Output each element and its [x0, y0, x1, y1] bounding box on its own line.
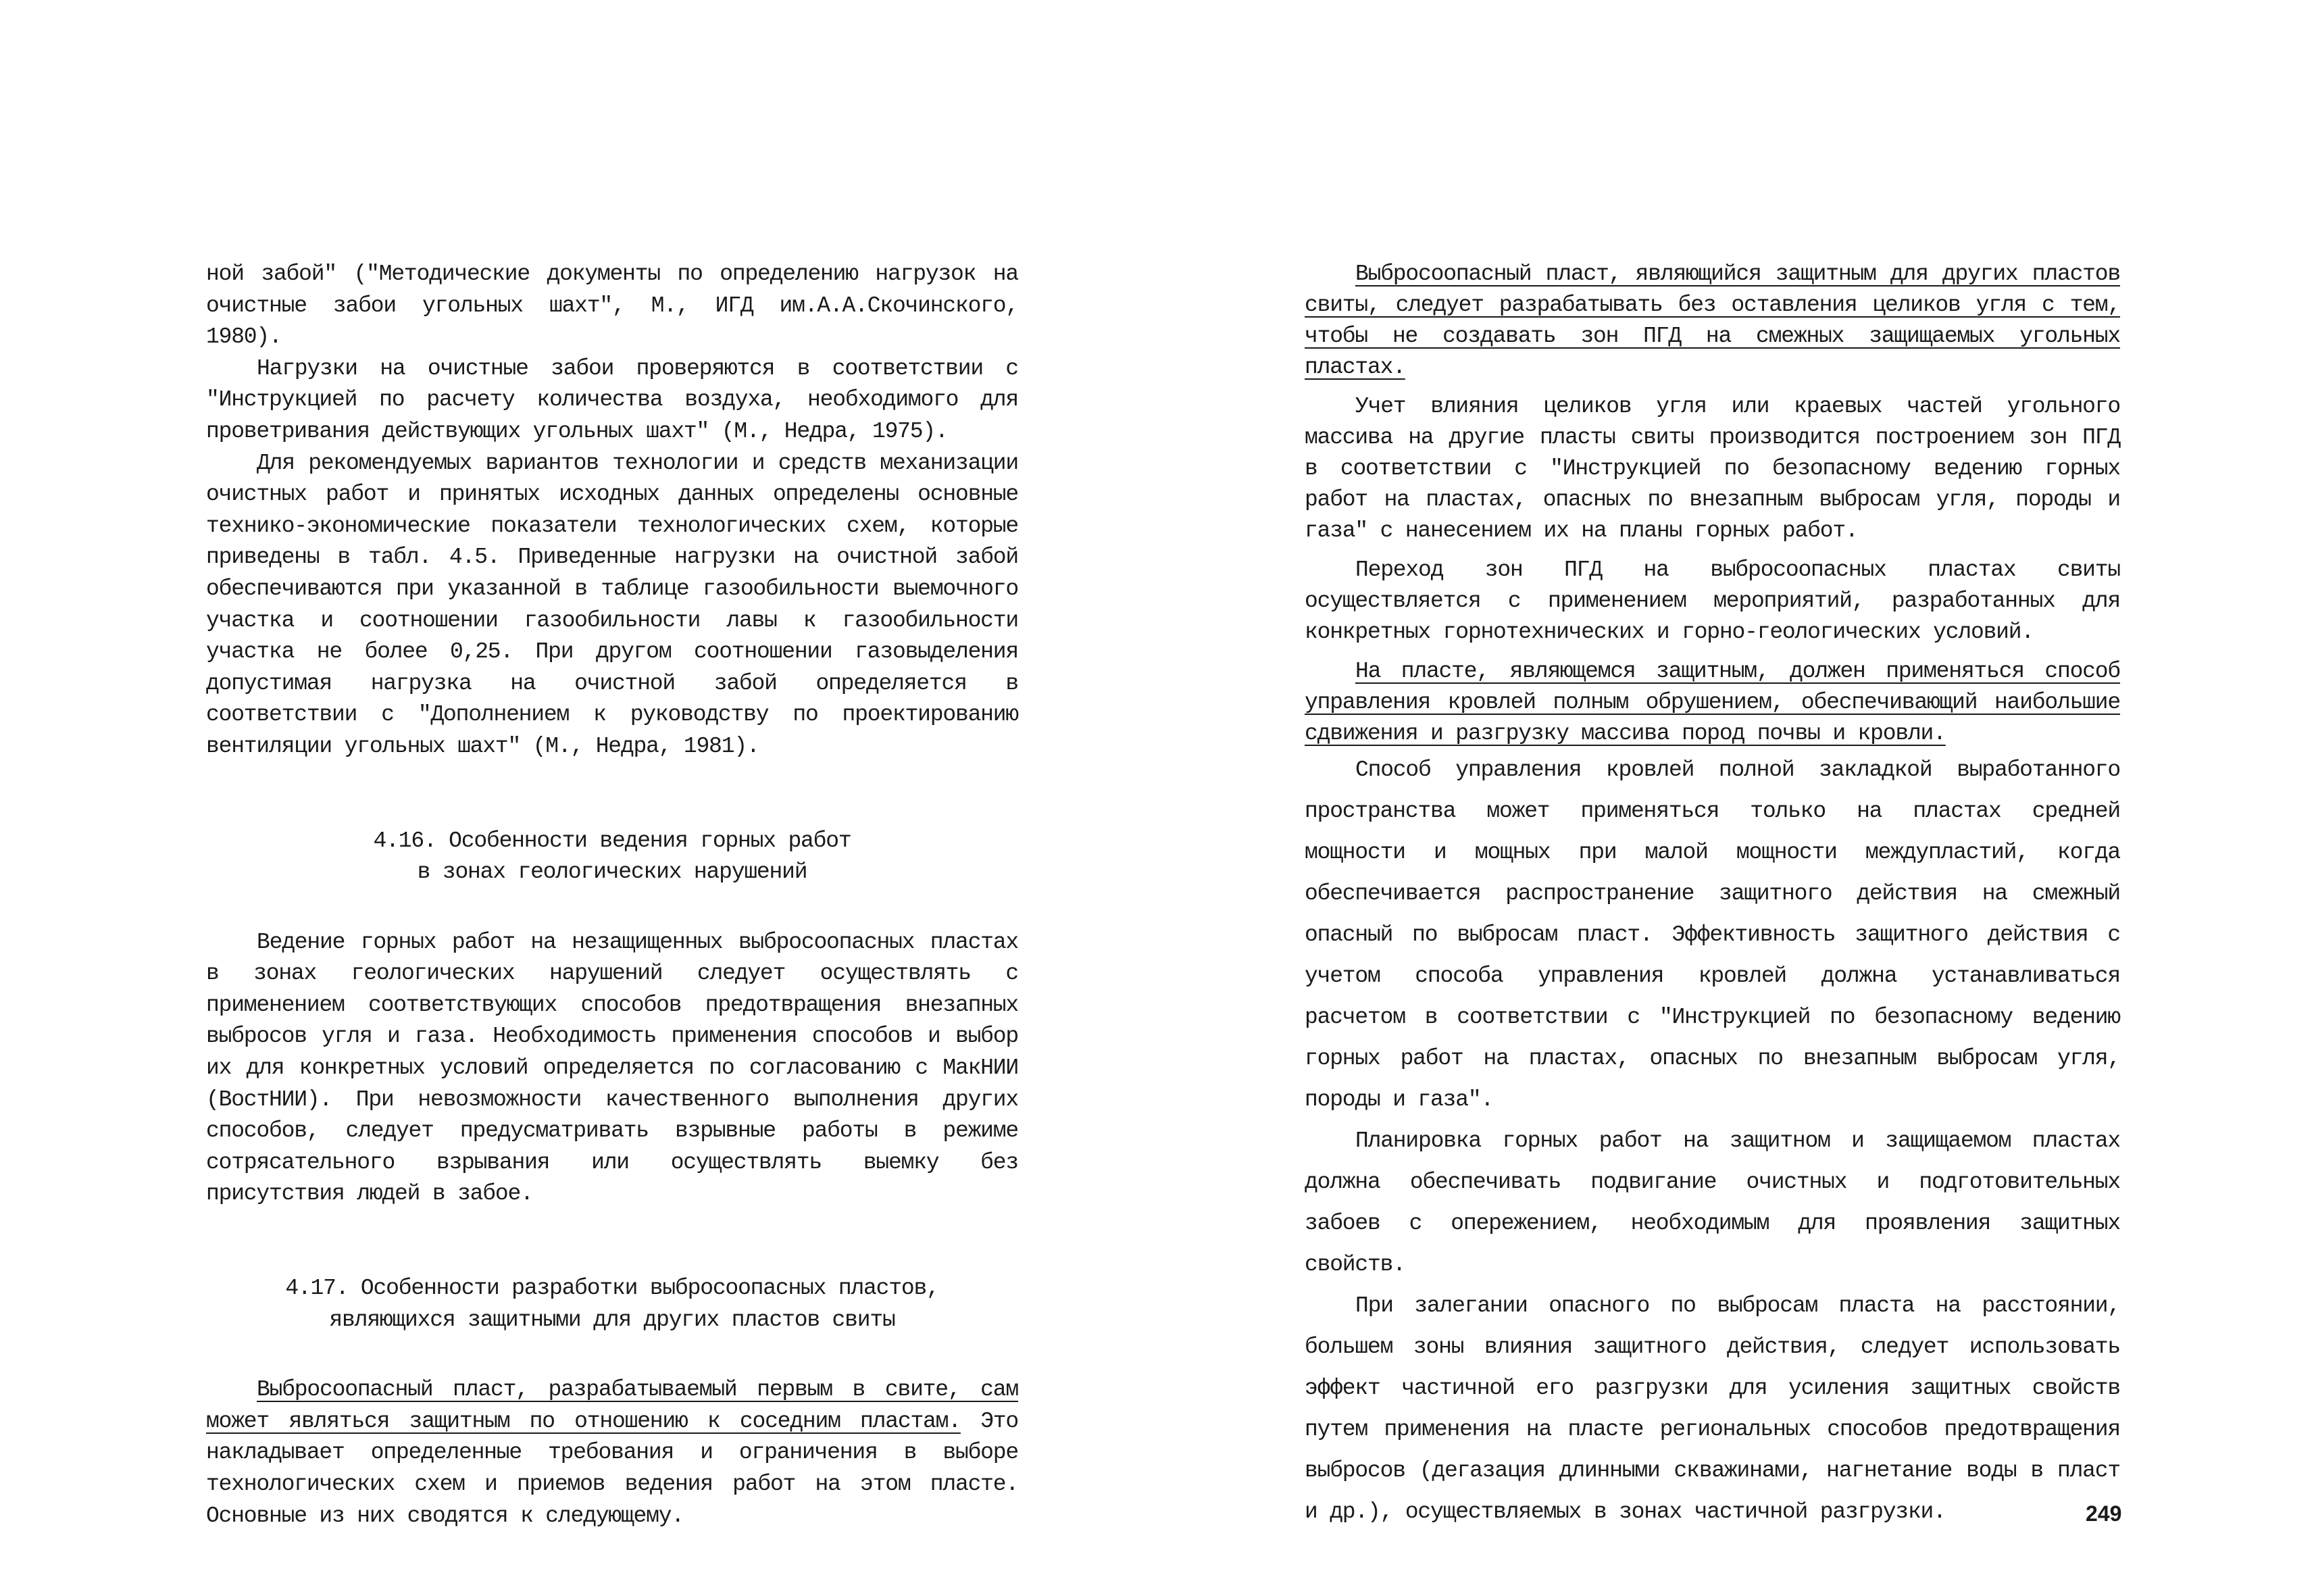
- paragraph-protective-seam: [206, 1374, 1018, 1532]
- paragraph-mining-planning: Планировка горных работ на защитном и защищаемом пластах должна обеспечивать подвигание очистных и подготовительных забоев с опережением, необходимым для проявления защитных свойств.: [1305, 1128, 2120, 1277]
- section-heading-4-17-line2: являющихся защитными для других пластов свиты: [329, 1307, 895, 1332]
- paragraph-intro-continuation: ной забой" ("Методические документы по определению нагрузок на очистные забои угольных шахт", М., ИГД им.А.А.Скочинского, 1980).: [206, 261, 1018, 350]
- section-heading-4-17-line1: 4.17. Особенности разработки выбросоопасных пластов,: [285, 1276, 939, 1301]
- section-heading-4-16: [206, 826, 1018, 889]
- paragraph-pillar-influence: Учет влияния целиков угля или краевых частей угольного массива на другие пласты свиты производится построением зон ПГД в соответствии с "Инструкцией по безопасному ведению горных работ на пластах, опасных по внезапным выбросам угля, породы и газа" с нанесением их на планы горных работ.: [1305, 394, 2120, 543]
- right-text-column: [1305, 259, 2120, 1532]
- left-text-column: [206, 259, 1018, 1532]
- protective-seam-continuation: Это накладывает определенные требования и ограничения в выборе технологических схем и приемов ведения работ на этом пласте. Основные из них сводятся к следующему.: [206, 1408, 1018, 1528]
- paragraph-backfill: Способ управления кровлей полной закладкой выработанного пространства может применяться только на пластах средней мощности и мощных при малой мощности междупластий, когда обеспечивается распространение защитного действия на смежный опасный по выбросам пласт. Эффективность защитного действия с учетом способа управления кровлей должна устанавливаться расчетом в соответствии с "Инструкцией по безопасному ведению горных работ на пластах, опасных по внезапным выбросам угля, породы и газа".: [1305, 757, 2120, 1112]
- right-page: [1157, 0, 2314, 1596]
- underlined-no-pillars-text: Выбросоопасный пласт, являющийся защитным для других пластов свиты, следует разрабатывать без оставления целиков угля с тем, чтобы не создавать зон ПГД на смежных защищаемых угольных пластах.: [1305, 261, 2120, 380]
- page-number: 249: [2086, 1501, 2122, 1526]
- underlined-protective-seam-text: Выбросоопасный пласт, разрабатываемый первым в свите, сам может являться защитным по отношению к соседним пластам.: [206, 1377, 1018, 1434]
- paragraph-recommended-variants: Для рекомендуемых вариантов технологии и средств механизации очистных работ и принятых исходных данных определены основные технико-экономические показатели технологических схем, которые приведены в табл. 4.5. Приведенные нагрузки на очистной забой обеспечиваются при указанной в таблице газообильности выемочного участка и соотношении газообильности лавы к газообильности участка не более 0,25. При другом соотношении газовыделения допустимая нагрузка на очистной забой определяется в соответствии с "Дополнением к руководству по проектированию вентиляции угольных шахт" (М., Недра, 1981).: [206, 450, 1018, 759]
- paragraph-zone-crossing: Переход зон ПГД на выбросоопасных пластах свиты осуществляется с применением мероприятий, разработанных для конкретных горнотехнических и горно-геологических условий.: [1305, 557, 2120, 645]
- paragraph-roof-control: [1305, 656, 2120, 749]
- section-heading-4-17: [206, 1273, 1018, 1336]
- paragraph-loads-check: Нагрузки на очистные забои проверяются в соответствии с "Инструкцией по расчету количества воздуха, необходимого для проветривания действующих угольных шахт" (М., Недра, 1975).: [206, 355, 1018, 444]
- section-heading-4-16-line2: в зонах геологических нарушений: [417, 859, 807, 885]
- section-heading-4-16-line1: 4.16. Особенности ведения горных работ: [373, 828, 851, 853]
- paragraph-partial-unloading: При залегании опасного по выбросам пласта на расстоянии, большем зоны влияния защитного действия, следует использовать эффект частичной его разгрузки для усиления защитных свойств путем применения на пласте региональных способов предотвращения выбросов (дегазация длинными скважинами, нагнетание воды в пласт и др.), осуществляемых в зонах частичной разгрузки.: [1305, 1293, 2120, 1524]
- paragraph-geological-disturbances: Ведение горных работ на незащищенных выбросоопасных пластах в зонах геологических нарушений следует осуществлять с применением соответствующих способов предотвращения внезапных выбросов угля и газа. Необходимость применения способов и выбор их для конкретных условий определяется по согласованию с МакНИИ (ВостНИИ). При невозможности качественного выполнения других способов, следует предусматривать взрывные работы в режиме сотрясательного взрывания или осуществлять выемку без присутствия людей в забое.: [206, 929, 1018, 1207]
- paragraph-outburst-seam-no-pillars: [1305, 259, 2120, 383]
- underlined-roof-control-text: На пласте, являющемся защитным, должен применяться способ управления кровлей полным обрушением, обеспечивающий наибольшие сдвижения и разгрузку массива пород почвы и кровли.: [1305, 659, 2120, 746]
